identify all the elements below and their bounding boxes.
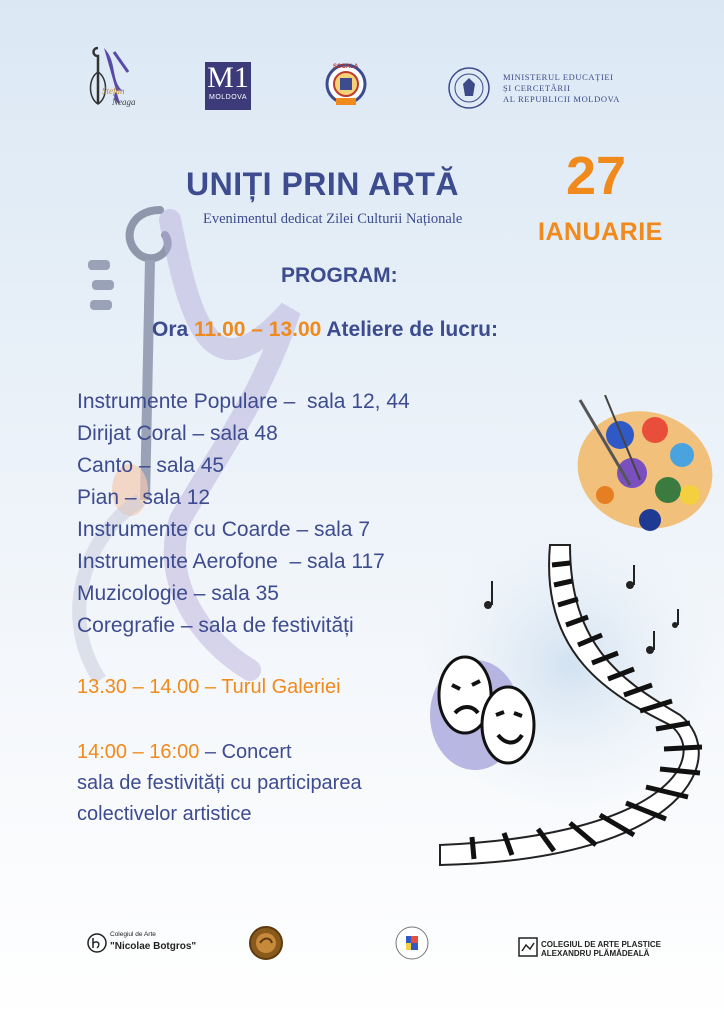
workshops-prefix: Ora bbox=[152, 318, 195, 341]
event-subtitle: Evenimentul dedicat Zilei Culturii Naționale bbox=[203, 211, 463, 227]
workshops-line bbox=[152, 318, 498, 342]
m1-mark: M1 bbox=[207, 61, 249, 94]
list-item: Coregrafie – sala de festivități bbox=[77, 614, 354, 637]
ministry-seal-logo bbox=[447, 66, 491, 110]
gallery-tour: 13.30 – 14.00 – Turul Galeriei bbox=[77, 676, 341, 698]
list-item: Canto – sala 45 bbox=[77, 454, 225, 477]
rooms-list bbox=[77, 386, 410, 642]
plastic-arts-line-2: ALEXANDRU PLĂMĂDEALĂ bbox=[541, 949, 650, 958]
moldova-1-logo bbox=[205, 62, 251, 110]
list-item: Instrumente Populare – sala 12, 44 bbox=[77, 390, 410, 413]
event-month: IANUARIE bbox=[538, 218, 663, 246]
workshops-time: 11.00 – 13.00 bbox=[194, 318, 322, 341]
program-heading: PROGRAM: bbox=[281, 264, 398, 287]
ministry-line-3: AL REPUBLICII MOLDOVA bbox=[503, 94, 620, 104]
list-item: Muzicologie – sala 35 bbox=[77, 582, 279, 605]
plastic-arts-college-icon bbox=[518, 937, 538, 957]
concert-label: – Concert bbox=[199, 741, 292, 763]
concert-time: 14:00 – 16:00 bbox=[77, 741, 200, 763]
stefan-logo-text-1: Ștefan bbox=[102, 86, 125, 96]
stefan-logo-text-2: Neaga bbox=[112, 97, 136, 107]
list-item: Pian – sala 12 bbox=[77, 486, 211, 509]
m1-label: MOLDOVA bbox=[209, 94, 247, 101]
list-item: Instrumente Aerofone – sala 117 bbox=[77, 550, 385, 573]
ministry-line-1: MINISTERUL EDUCAȚIEI bbox=[503, 72, 614, 82]
emblem-round-logo bbox=[248, 925, 284, 961]
botgros-college-icon bbox=[86, 932, 108, 954]
concert-line-2: sala de festivități cu participarea bbox=[77, 772, 362, 794]
plastic-arts-line-1: COLEGIUL DE ARTE PLASTICE bbox=[541, 940, 662, 949]
plastic-arts-college-name bbox=[541, 940, 661, 958]
botgros-college-name: "Nicolae Botgros" bbox=[110, 941, 197, 952]
workshops-suffix: Ateliere de lucru: bbox=[321, 318, 498, 341]
list-item: Dirijat Coral – sala 48 bbox=[77, 422, 278, 445]
event-title: UNIȚI PRIN ARTĂ bbox=[186, 166, 459, 202]
art-illustration bbox=[420, 395, 720, 885]
concert-line-1 bbox=[77, 737, 362, 768]
concert-line-3: colectivelor artistice bbox=[77, 803, 252, 825]
list-item: Instrumente cu Coarde – sala 7 bbox=[77, 518, 370, 541]
school-seal-logo bbox=[394, 925, 430, 961]
concert-block bbox=[77, 737, 362, 830]
ministry-line-2: ȘI CERCETĂRII bbox=[503, 83, 571, 93]
ministry-name bbox=[503, 72, 620, 105]
scoala-label: ȘCOALA bbox=[333, 64, 359, 70]
event-day: 27 bbox=[566, 146, 627, 206]
botgros-college-small: Colegiul de Arte bbox=[110, 931, 156, 938]
